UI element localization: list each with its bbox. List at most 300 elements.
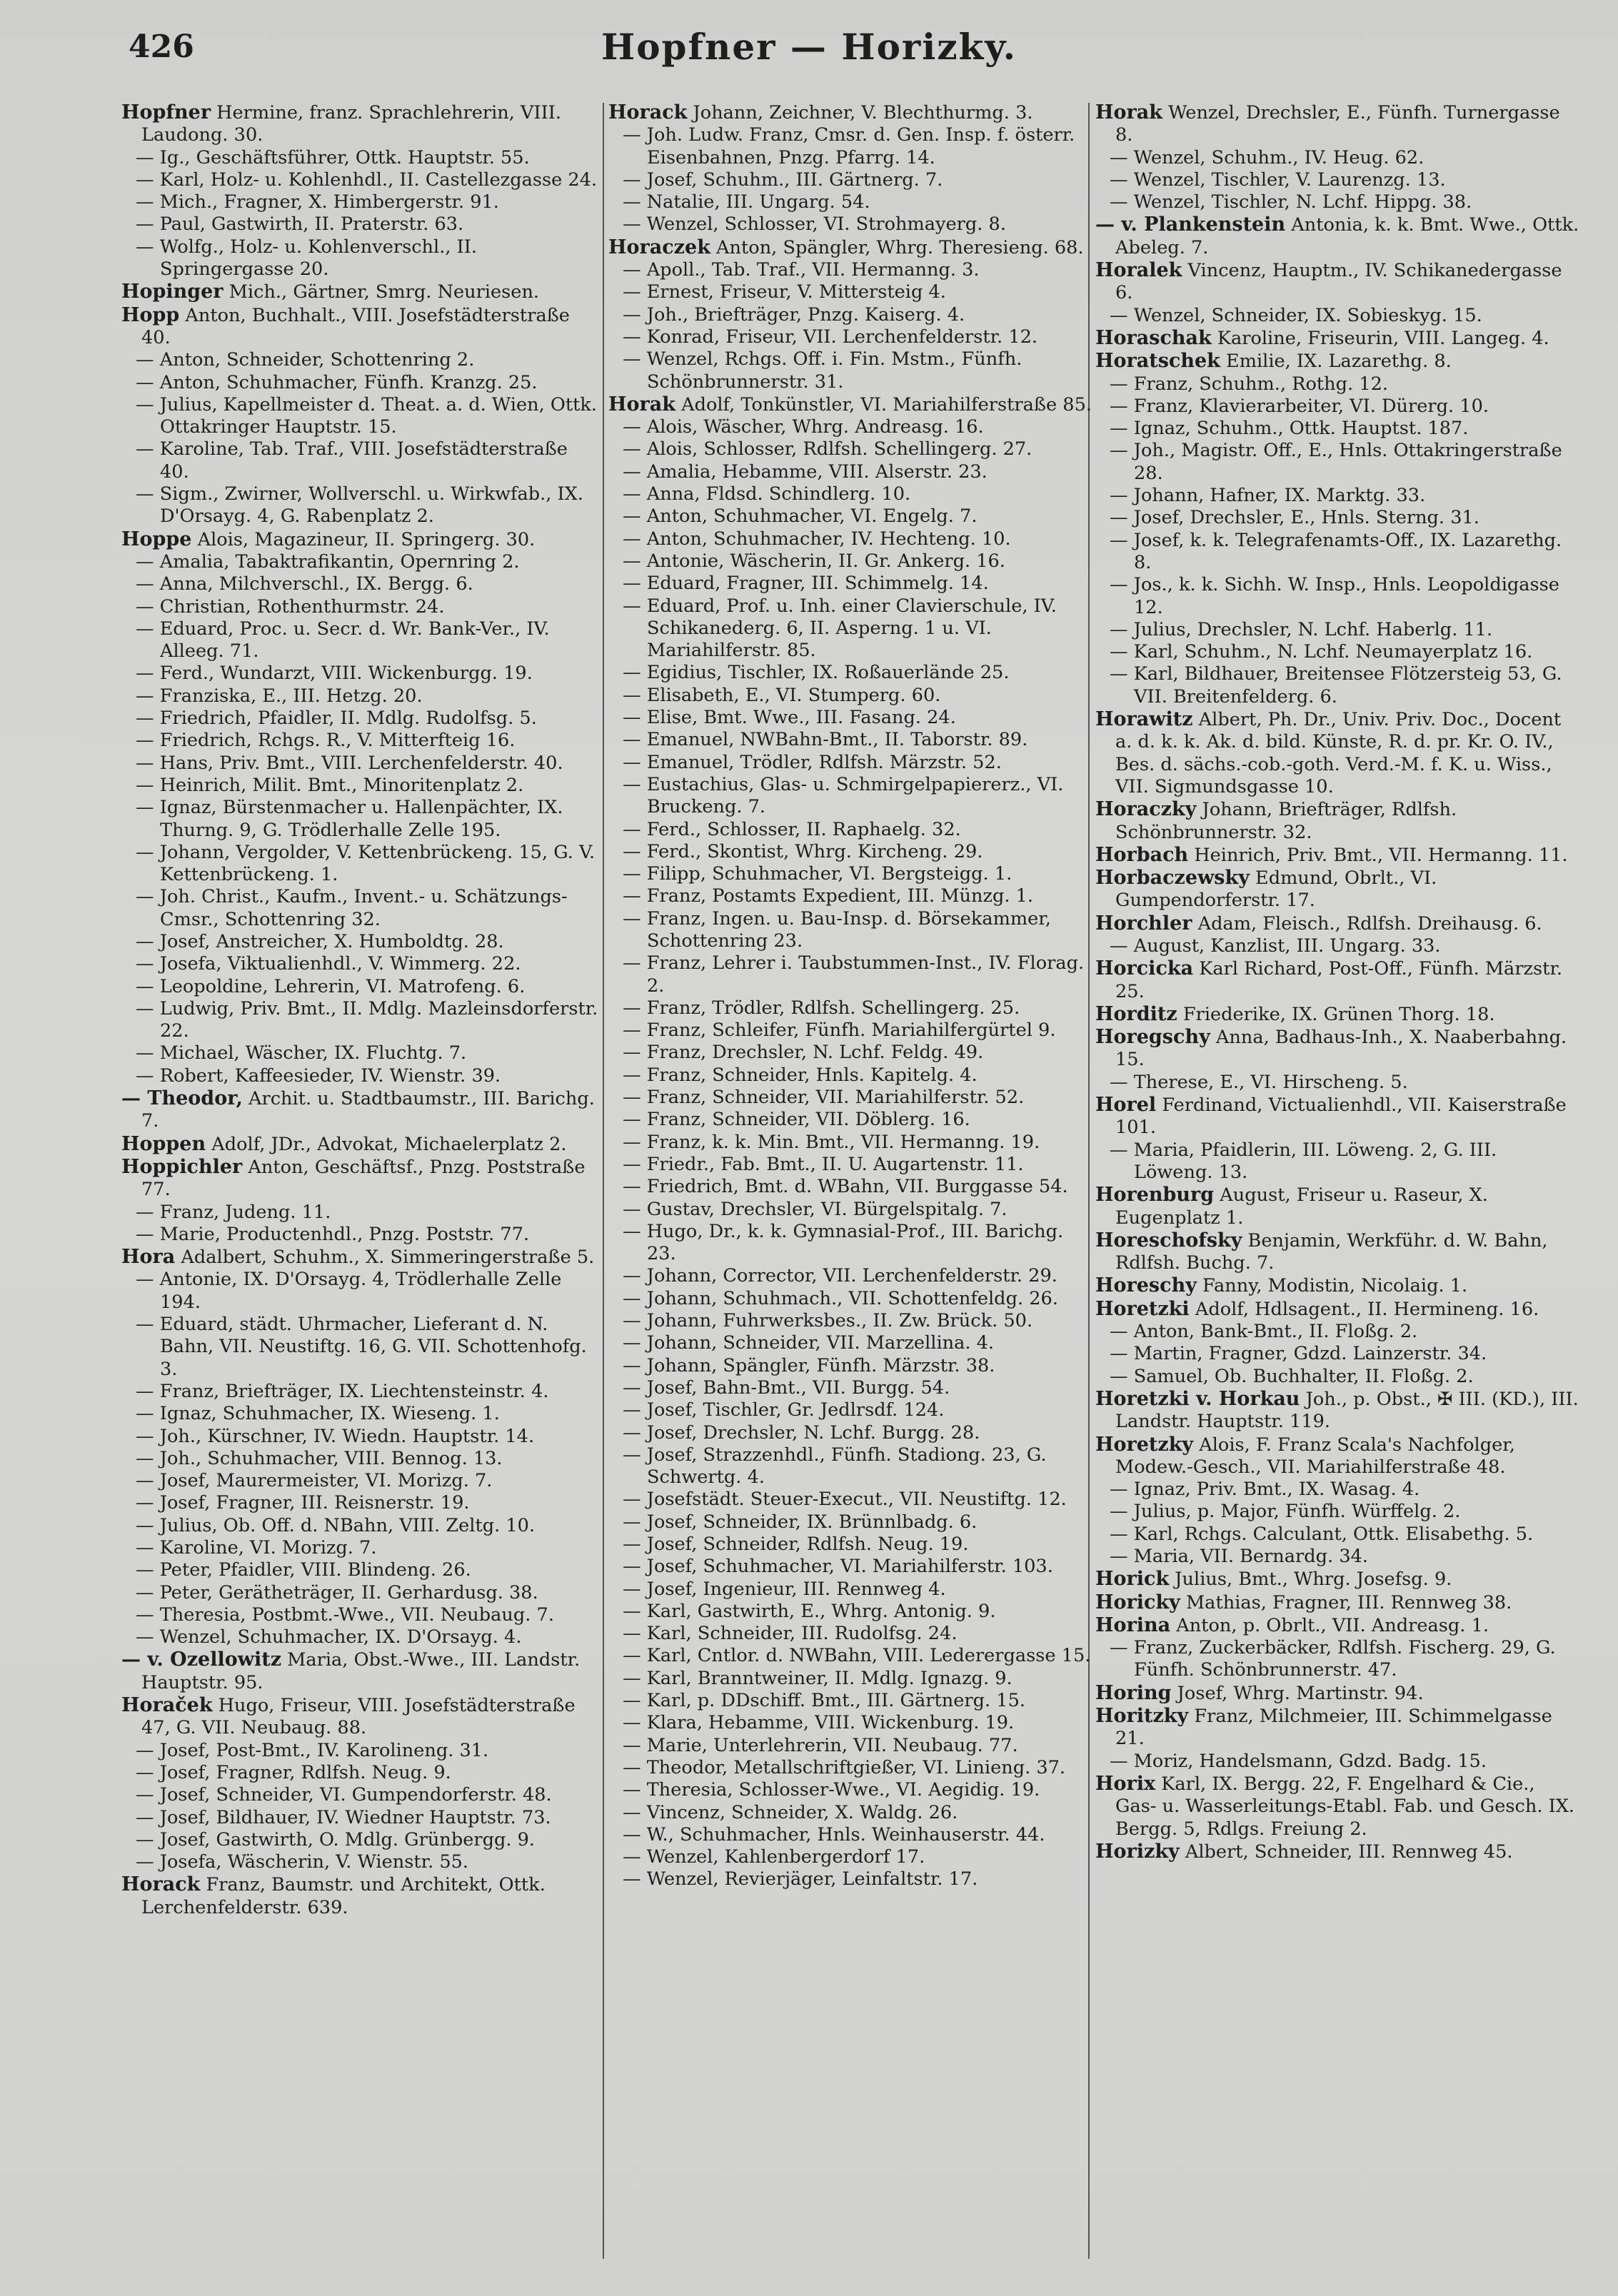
entry-text: — Ernest, Friseur, V. Mittersteig 4.	[623, 281, 946, 303]
directory-entry	[608, 1735, 1094, 1757]
entry-text: — Ignaz, Schuhm., Ottk. Hauptst. 187.	[1110, 418, 1469, 440]
entry-text: August, Friseur u. Raseur, X. Eugenplatz 1.	[1115, 1184, 1488, 1229]
directory-entry	[1095, 1614, 1581, 1637]
directory-entry	[121, 618, 600, 663]
directory-entry	[121, 752, 600, 775]
directory-entry	[121, 775, 600, 797]
entry-bold-name: — Theodor,	[121, 1087, 243, 1110]
directory-entry	[608, 841, 1094, 863]
entry-surname: Horaczek	[608, 236, 710, 258]
directory-entry	[121, 394, 600, 439]
directory-entry	[1095, 147, 1581, 169]
entry-text: — Eduard, städt. Uhrmacher, Lieferant d. N. Bahn, VII. Neustiftg. 16, G. VII. Schottenhofg. 3.	[136, 1314, 587, 1380]
entry-text: Franz, Baumstr. und Architekt, Ottk. Lerchenfelderstr. 639.	[141, 1874, 546, 1918]
directory-entry	[121, 1133, 600, 1156]
entry-text: — Leopoldine, Lehrerin, VI. Matrofeng. 6.	[136, 975, 526, 997]
entry-text: — Gustav, Drechsler, VI. Bürgelspitalg. 7.	[623, 1198, 1008, 1220]
directory-entry	[1095, 1479, 1581, 1501]
directory-entry	[608, 729, 1094, 751]
directory-entry	[121, 281, 600, 303]
running-head: Hopfner — Horizky.	[601, 26, 1017, 68]
entry-surname: Hopfner	[121, 101, 211, 124]
entry-text: — Alois, Schlosser, Rdlfsh. Schellingerg. 27.	[623, 438, 1032, 460]
entry-text: Julius, Bmt., Whrg. Josefsg. 9.	[1169, 1569, 1452, 1591]
entry-text: — Emanuel, Trödler, Rdlfsh. Märzstr. 52.	[623, 751, 1002, 773]
directory-entry	[608, 483, 1094, 505]
directory-entry	[1095, 1705, 1581, 1751]
entry-text: — Marie, Unterlehrerin, VII. Neubaug. 77.	[623, 1734, 1018, 1756]
entry-text: — Mich., Fragner, X. Himbergerstr. 91.	[136, 191, 499, 213]
entry-text: — Karl, Schneider, III. Rudolfsg. 24.	[623, 1623, 958, 1645]
directory-entry	[608, 124, 1094, 169]
directory-entry	[121, 438, 600, 483]
entry-text: — Ludwig, Priv. Bmt., II. Mdlg. Mazleinsdorferstr. 22.	[136, 997, 598, 1042]
directory-entry	[121, 1515, 600, 1537]
entry-text: — Wenzel, Schlosser, VI. Strohmayerg. 8.	[623, 213, 1006, 236]
entry-text: Alois, F. Franz Scala's Nachfolger, Modew.-Gesch., VII. Mariahilferstraße 48.	[1115, 1434, 1515, 1478]
directory-entry	[1095, 396, 1581, 418]
directory-entry	[608, 885, 1094, 907]
entry-text: — Antonie, Wäscherin, II. Gr. Ankerg. 16.	[623, 550, 1005, 572]
directory-entry	[1095, 1026, 1581, 1072]
entry-text: Adolf, JDr., Advokat, Michaelerplatz 2.	[206, 1133, 567, 1155]
entry-text: — Christian, Rothenthurmstr. 24.	[136, 595, 445, 618]
entry-text: — Josef, Fragner, III. Reisnerstr. 19.	[136, 1492, 470, 1514]
entry-surname: Hoppichler	[121, 1155, 243, 1178]
directory-entry	[121, 797, 600, 842]
directory-column-3	[1095, 101, 1581, 1863]
entry-text: — Josef, Anstreicher, X. Humboldtg. 28.	[136, 930, 504, 952]
entry-text: — Anna, Milchverschl., IX. Bergg. 6.	[136, 573, 473, 595]
directory-entry	[1095, 935, 1581, 957]
directory-entry	[1095, 1298, 1581, 1321]
entry-surname: Horetzki	[1095, 1297, 1190, 1320]
entry-text: Hugo, Friseur, VIII. Josefstädterstraße 47, G. VII. Neubaug. 88.	[141, 1695, 576, 1739]
directory-entry	[608, 1601, 1094, 1623]
entry-text: — Anton, Schuhmacher, Fünfh. Kranzg. 25.	[136, 371, 538, 393]
entry-surname: Horack	[121, 1873, 201, 1896]
entry-text: — Klara, Hebamme, VIII. Wickenburg. 19.	[623, 1712, 1015, 1734]
directory-entry	[1095, 957, 1581, 1003]
entry-text: — Josef, Strazzenhdl., Fünfh. Stadiong. 23, G. Schwertg. 4.	[623, 1444, 1047, 1489]
directory-entry	[608, 595, 1094, 663]
directory-entry	[121, 842, 600, 887]
page-number: 426	[129, 29, 194, 65]
directory-entry	[121, 1762, 600, 1784]
entry-text: — Franz, Briefträger, IX. Liechtensteinstr. 4.	[136, 1380, 549, 1402]
entry-surname: Hoppe	[121, 528, 192, 550]
directory-entry	[608, 1399, 1094, 1421]
entry-text: — Samuel, Ob. Buchhalter, II. Floßg. 2.	[1110, 1365, 1474, 1387]
directory-entry	[121, 1648, 600, 1694]
entry-text: Fanny, Modistin, Nicolaig. 1.	[1196, 1275, 1468, 1297]
entry-text: — Egidius, Tischler, IX. Roßauerlände 25.	[623, 662, 1010, 684]
directory-entry	[608, 1868, 1094, 1890]
directory-entry	[121, 551, 600, 573]
directory-entry	[121, 1448, 600, 1470]
directory-entry	[1095, 1184, 1581, 1229]
entry-text: — Theresia, Postbmt.-Wwe., VII. Neubaug. 7.	[136, 1603, 554, 1626]
entry-text: — Karoline, VI. Morizg. 7.	[136, 1537, 377, 1559]
directory-entry	[121, 1740, 600, 1762]
entry-text: Adalbert, Schuhm., X. Simmeringerstraße 5.	[175, 1247, 595, 1269]
entry-text: — Josef, Gastwirth, O. Mdlg. Grünbergg. 9.	[136, 1828, 536, 1851]
directory-entry	[121, 1087, 600, 1133]
directory-entry	[121, 976, 600, 998]
entry-text: Antonia, k. k. Bmt. Wwe., Ottk. Abeleg. 7.	[1115, 214, 1579, 258]
directory-entry	[608, 1556, 1094, 1578]
column-divider	[603, 103, 604, 2259]
entry-text: Karl Richard, Post-Off., Fünfh. Märzstr. 25.	[1115, 958, 1563, 1002]
entry-text: Karl, IX. Bergg. 22, F. Engelhard & Cie., Gas- u. Wasserleitungs-Etabl. Fab. und Gesch. IX. Bergg. 5, Rdlgs. Freiung 2.	[1115, 1773, 1575, 1840]
entry-text: — Eustachius, Glas- u. Schmirgelpapiererz., VI. Bruckeng. 7.	[623, 773, 1064, 818]
directory-entry	[608, 774, 1094, 819]
directory-entry	[1095, 1321, 1581, 1343]
directory-entry	[1095, 912, 1581, 935]
directory-entry	[121, 1403, 600, 1425]
entry-text: — Franz, Schneider, Hnls. Kapitelg. 4.	[623, 1064, 978, 1086]
directory-entry	[121, 1694, 600, 1740]
entry-text: — Josef, Schneider, IX. Brünnlbadg. 6.	[623, 1511, 978, 1533]
entry-text: — Robert, Kaffeesieder, IV. Wienstr. 39.	[136, 1064, 501, 1087]
directory-entry	[1095, 1003, 1581, 1026]
entry-text: Adam, Fleisch., Rdlfsh. Dreihausg. 6.	[1192, 912, 1542, 935]
entry-text: — Wolfg., Holz- u. Kohlenverschl., II. Springergasse 20.	[136, 236, 477, 281]
directory-entry	[121, 304, 600, 350]
entry-text: Mathias, Fragner, III. Rennweg 38.	[1180, 1591, 1512, 1613]
entry-text: — Martin, Fragner, Gdzd. Lainzerstr. 34.	[1110, 1343, 1487, 1365]
entry-text: — W., Schuhmacher, Hnls. Weinhauserstr. 44.	[623, 1823, 1045, 1846]
entry-text: — Ignaz, Schuhmacher, IX. Wieseng. 1.	[136, 1403, 500, 1425]
entry-text: — Julius, Kapellmeister d. Theat. a. d. Wien, Ottk. Ottakringer Hauptstr. 15.	[136, 393, 598, 438]
directory-entry	[608, 1042, 1094, 1064]
directory-entry	[1095, 1637, 1581, 1682]
directory-entry	[1095, 1388, 1581, 1434]
directory-entry	[1095, 327, 1581, 350]
directory-entry	[121, 1202, 600, 1224]
directory-entry	[121, 213, 600, 236]
entry-text: — Jos., k. k. Sichh. W. Insp., Hnls. Leopoldigasse 12.	[1110, 574, 1559, 618]
entry-surname: Horegschy	[1095, 1026, 1210, 1049]
directory-entry	[1095, 1751, 1581, 1773]
entry-text: — Josef, Drechsler, N. Lchf. Burgg. 28.	[623, 1421, 980, 1444]
directory-entry	[608, 707, 1094, 729]
entry-text: — Josef, Post-Bmt., IV. Karolineng. 31.	[136, 1739, 489, 1761]
entry-text: — Josef, k. k. Telegrafenamts-Off., IX. Lazarethg. 8.	[1110, 529, 1562, 573]
directory-entry	[608, 236, 1094, 259]
directory-entry	[1095, 101, 1581, 147]
directory-entry	[608, 1668, 1094, 1690]
entry-text: Edmund, Obrlt., VI. Gumpendorferstr. 17.	[1115, 867, 1437, 912]
entry-text: — Josef, Schneider, Rdlfsh. Neug. 19.	[623, 1534, 969, 1555]
directory-entry	[608, 438, 1094, 460]
entry-text: — Karl, p. DDschiff. Bmt., III. Gärtnerg. 15.	[623, 1690, 1025, 1712]
entry-text: — Anton, Schneider, Schottenring 2.	[136, 349, 475, 371]
directory-entry	[1095, 1274, 1581, 1297]
entry-text: — Joh., Briefträger, Pnzg. Kaiserg. 4.	[623, 303, 965, 326]
directory-entry	[1095, 440, 1581, 485]
directory-entry	[608, 1623, 1094, 1645]
directory-entry	[608, 1377, 1094, 1399]
directory-entry	[1095, 641, 1581, 663]
entry-text: — Franz, Judeng. 11.	[136, 1201, 331, 1223]
directory-entry	[608, 1444, 1094, 1489]
entry-text: — Joh. Christ., Kaufm., Invent.- u. Schätzungs-Cmsr., Schottenring 32.	[136, 886, 568, 930]
directory-entry	[608, 1824, 1094, 1846]
entry-text: — Karl, Cntlor. d. NWBahn, VIII. Lederergasse 15.	[623, 1645, 1091, 1667]
directory-entry	[608, 863, 1094, 885]
directory-entry	[121, 1269, 600, 1314]
entry-text: — Sigm., Zwirner, Wollverschl. u. Wirkwfab., IX. D'Orsayg. 4, G. Rabenplatz 2.	[136, 483, 583, 528]
directory-entry	[608, 101, 1094, 124]
entry-text: — Ferd., Wundarzt, VIII. Wickenburgg. 19.	[136, 663, 533, 685]
entry-text: — Friedrich, Rchgs. R., V. Mitterfteig 16.	[136, 730, 516, 752]
directory-entry	[608, 1757, 1094, 1779]
directory-entry	[121, 528, 600, 551]
entry-text: — Johann, Corrector, VII. Lerchenfelderstr. 29.	[623, 1265, 1057, 1287]
entry-text: — Wenzel, Tischler, V. Laurenzg. 13.	[1110, 168, 1446, 191]
entry-text: — Maria, Pfaidlerin, III. Löweng. 2, G. III. Löweng. 13.	[1110, 1139, 1497, 1183]
entry-text: Joh., p. Obst., ✠ III. (KD.), III. Landstr. Hauptstr. 119.	[1115, 1388, 1579, 1433]
entry-text: Friederike, IX. Grünen Thorg. 18.	[1177, 1003, 1495, 1025]
directory-entry	[608, 1355, 1094, 1377]
directory-entry	[1095, 1229, 1581, 1275]
entry-text: — Josef, Bildhauer, IV. Wiedner Hauptstr. 73.	[136, 1806, 551, 1828]
entry-text: — Karl, Branntweiner, II. Mdlg. Ignazg. 9.	[623, 1667, 1012, 1689]
directory-entry	[608, 573, 1094, 595]
entry-surname: Horaczky	[1095, 798, 1197, 821]
directory-entry	[1095, 798, 1581, 844]
entry-text: — Amalia, Hebamme, VIII. Alserstr. 23.	[623, 460, 988, 483]
entry-text: — Vincenz, Schneider, X. Waldg. 26.	[623, 1801, 958, 1823]
entry-text: Ferdinand, Victualienhdl., VII. Kaiserstraße 101.	[1115, 1094, 1567, 1139]
entry-surname: Horchler	[1095, 912, 1192, 935]
directory-entry	[121, 663, 600, 685]
directory-entry	[1095, 1434, 1581, 1479]
directory-entry	[1095, 1366, 1581, 1388]
directory-entry	[608, 1019, 1094, 1042]
entry-text: — Marie, Productenhdl., Pnzg. Poststr. 77.	[136, 1223, 530, 1245]
directory-column-1	[121, 101, 600, 1919]
directory-entry	[121, 147, 600, 169]
entry-text: — Joh., Schuhmacher, VIII. Bennog. 13.	[136, 1447, 503, 1469]
directory-entry	[608, 1332, 1094, 1354]
entry-text: — Josef, Schneider, VI. Gumpendorferstr. 48.	[136, 1784, 552, 1806]
entry-text: — Karl, Gastwirth, E., Whrg. Antonig. 9.	[623, 1600, 996, 1622]
entry-text: — Anna, Fldsd. Schindlerg. 10.	[623, 483, 911, 505]
entry-text: Franz, Milchmeier, III. Schimmelgasse 21.	[1115, 1706, 1552, 1750]
entry-surname: Horack	[608, 101, 688, 124]
directory-entry	[608, 1712, 1094, 1734]
directory-entry	[121, 1829, 600, 1851]
entry-text: — Alois, Wäscher, Whrg. Andreasg. 16.	[623, 416, 984, 438]
entry-text: — Therese, E., VI. Hirscheng. 5.	[1110, 1071, 1408, 1093]
entry-surname: Horel	[1095, 1094, 1157, 1117]
directory-entry	[608, 416, 1094, 438]
entry-text: — Franz, Schneider, VII. Döblerg. 16.	[623, 1109, 970, 1131]
entry-text: — Josef, Bahn-Bmt., VII. Burgg. 54.	[623, 1376, 950, 1399]
directory-entry	[608, 1132, 1094, 1154]
directory-entry	[121, 708, 600, 730]
entry-surname: Horina	[1095, 1613, 1171, 1636]
entry-bold-name: — v. Plankenstein	[1095, 213, 1286, 236]
directory-entry	[1095, 1568, 1581, 1591]
directory-entry	[608, 1288, 1094, 1310]
directory-entry	[121, 730, 600, 752]
entry-text: — Franz, Ingen. u. Bau-Insp. d. Börsekammer, Schottenring 23.	[623, 907, 1051, 952]
entry-text: — Anton, Bank-Bmt., II. Floßg. 2.	[1110, 1321, 1418, 1343]
entry-surname: Horizky	[1095, 1840, 1180, 1863]
entry-text: Anton, Geschäftsf., Pnzg. Poststraße 77.	[141, 1156, 586, 1201]
directory-entry	[608, 326, 1094, 348]
directory-entry	[1095, 1524, 1581, 1546]
directory-entry	[608, 1109, 1094, 1131]
entry-text: — Amalia, Tabaktrafikantin, Opernring 2.	[136, 550, 520, 573]
entry-text: — Johann, Vergolder, V. Kettenbrückeng. 15, G. V. Kettenbrückeng. 1.	[136, 841, 596, 886]
directory-entry	[121, 1492, 600, 1514]
entry-text: Anna, Badhaus-Inh., X. Naaberbahng. 15.	[1115, 1027, 1567, 1071]
entry-text: — Karl, Schuhm., N. Lchf. Neumayerplatz 16.	[1110, 641, 1533, 663]
entry-text: — Wenzel, Tischler, N. Lchf. Hippg. 38.	[1110, 191, 1472, 213]
directory-entry	[1095, 619, 1581, 641]
directory-entry	[121, 1537, 600, 1559]
directory-entry	[121, 349, 600, 371]
entry-text: Hermine, franz. Sprachlehrerin, VIII. Laudong. 30.	[141, 102, 561, 146]
directory-entry	[121, 953, 600, 975]
entry-text: — Moriz, Handelsmann, Gdzd. Badg. 15.	[1110, 1750, 1487, 1772]
entry-text: — Karoline, Tab. Traf., VIII. Josefstädterstraße 40.	[136, 438, 568, 483]
directory-entry	[1095, 305, 1581, 327]
directory-entry	[121, 1626, 600, 1648]
directory-entry	[1095, 844, 1581, 867]
directory-entry	[1095, 1501, 1581, 1523]
directory-entry	[608, 281, 1094, 303]
directory-entry	[1095, 1591, 1581, 1614]
entry-text: — Karl, Bildhauer, Breitensee Flötzersteig 53, G. VII. Breitenfelderg. 6.	[1110, 663, 1562, 708]
directory-entry	[608, 1802, 1094, 1824]
directory-entry	[1095, 574, 1581, 619]
entry-text: — Josef, Maurermeister, VI. Morizg. 7.	[136, 1470, 493, 1492]
directory-entry	[608, 505, 1094, 528]
entry-text: — Franz, Postamts Expedient, III. Münzg. 1.	[623, 885, 1034, 907]
entry-text: — Joh., Kürschner, IV. Wiedn. Hauptstr. 14.	[136, 1425, 535, 1447]
entry-text: — Wenzel, Schuhm., IV. Heug. 62.	[1110, 146, 1424, 168]
directory-entry	[608, 1511, 1094, 1534]
entry-text: — Franz, k. k. Min. Bmt., VII. Hermanng. 19.	[623, 1131, 1040, 1153]
entry-text: — Julius, p. Major, Fünfh. Würffelg. 2.	[1110, 1501, 1461, 1523]
directory-entry	[1095, 1546, 1581, 1568]
directory-entry	[121, 1604, 600, 1626]
entry-text: Johann, Briefträger, Rdlfsh. Schönbrunnerstr. 32.	[1115, 799, 1457, 843]
directory-entry	[121, 998, 600, 1043]
entry-text: — Anton, Schuhmacher, IV. Hechteng. 10.	[623, 528, 1011, 550]
directory-entry	[1095, 867, 1581, 912]
directory-entry	[121, 1784, 600, 1806]
directory-entry	[1095, 1773, 1581, 1841]
directory-entry	[608, 550, 1094, 573]
directory-entry	[608, 528, 1094, 550]
directory-entry	[608, 1422, 1094, 1444]
entry-text: — Julius, Drechsler, N. Lchf. Haberlg. 11.	[1110, 618, 1493, 640]
entry-text: — Ferd., Skontist, Whrg. Kircheng. 29.	[623, 840, 983, 862]
entry-surname: Horenburg	[1095, 1184, 1215, 1207]
directory-entry	[1095, 1841, 1581, 1863]
entry-text: — Hans, Priv. Bmt., VIII. Lerchenfelderstr. 40.	[136, 752, 563, 774]
directory-entry	[121, 1470, 600, 1492]
directory-entry	[121, 191, 600, 213]
entry-text: — Filipp, Schuhmacher, VI. Bergsteigg. 1.	[623, 863, 1012, 885]
entry-text: — Josef, Schuhmacher, VI. Mariahilferstr. 103.	[623, 1556, 1053, 1578]
entry-surname: Horetzky	[1095, 1433, 1194, 1456]
entry-text: — Franziska, E., III. Hetzg. 20.	[136, 685, 423, 707]
entry-text: — Josef, Schuhm., III. Gärtnerg. 7.	[623, 168, 943, 191]
directory-entry	[121, 1224, 600, 1246]
entry-text: Mich., Gärtner, Smrg. Neuriesen.	[223, 281, 540, 303]
entry-text: — Wenzel, Schneider, IX. Sobieskyg. 15.	[1110, 304, 1482, 326]
entry-text: — Josefa, Viktualienhdl., V. Wimmerg. 22.	[136, 953, 521, 975]
entry-surname: Hopinger	[121, 281, 223, 303]
entry-text: — Joh., Magistr. Off., E., Hnls. Ottakringerstraße 28.	[1110, 440, 1562, 484]
entry-text: Emilie, IX. Lazarethg. 8.	[1220, 351, 1452, 373]
entry-text: — Elise, Bmt. Wwe., III. Fasang. 24.	[623, 707, 956, 729]
directory-entry	[608, 1489, 1094, 1511]
directory-entry	[1095, 1139, 1581, 1184]
directory-entry	[121, 101, 600, 147]
directory-entry	[121, 886, 600, 931]
directory-entry	[608, 908, 1094, 953]
directory-entry	[1095, 485, 1581, 507]
directory-entry	[121, 1042, 600, 1064]
directory-entry	[121, 483, 600, 528]
directory-entry	[1095, 708, 1581, 798]
directory-entry	[608, 1310, 1094, 1332]
entry-surname: Horeschy	[1095, 1274, 1197, 1297]
directory-entry	[608, 819, 1094, 841]
directory-entry	[1095, 373, 1581, 396]
directory-entry	[608, 1199, 1094, 1221]
entry-text: Albert, Schneider, III. Rennweg 45.	[1179, 1841, 1513, 1863]
directory-entry	[121, 1851, 600, 1873]
entry-text: — Emanuel, NWBahn-Bmt., II. Taborstr. 89.	[623, 729, 1028, 751]
entry-text: — Ferd., Schlosser, II. Raphaelg. 32.	[623, 818, 961, 840]
entry-text: — Johann, Fuhrwerksbes., II. Zw. Brück. 50.	[623, 1310, 1033, 1332]
entry-text: Anton, Buchhalt., VIII. Josefstädterstraße 40.	[141, 304, 570, 348]
directory-entry	[121, 169, 600, 191]
entry-text: — Maria, VII. Bernardg. 34.	[1110, 1546, 1369, 1567]
entry-surname: Horcicka	[1095, 957, 1194, 980]
entry-text: Wenzel, Drechsler, E., Fünfh. Turnergasse 8.	[1115, 102, 1560, 146]
entry-surname: Horbaczewsky	[1095, 867, 1250, 890]
directory-entry	[608, 1779, 1094, 1801]
entry-text: — Franz, Zuckerbäcker, Rdlfsh. Fischerg. 29, G. Fünfh. Schönbrunnerstr. 47.	[1110, 1637, 1556, 1681]
entry-text: — Franz, Schneider, VII. Mariahilferstr. 52.	[623, 1087, 1025, 1109]
entry-text: — Friedrich, Pfaidler, II. Mdlg. Rudolfsg. 5.	[136, 708, 537, 730]
directory-entry	[608, 169, 1094, 191]
entry-text: Anton, Spängler, Whrg. Theresieng. 68.	[710, 236, 1084, 258]
entry-text: — Ignaz, Priv. Bmt., IX. Wasag. 4.	[1110, 1479, 1420, 1501]
directory-entry	[1095, 663, 1581, 708]
entry-text: — Elisabeth, E., VI. Stumperg. 60.	[623, 684, 941, 706]
directory-entry	[121, 1065, 600, 1087]
directory-entry	[1095, 1682, 1581, 1705]
entry-text: Adolf, Hdlsagent., II. Hermineng. 16.	[1189, 1298, 1539, 1320]
entry-surname: Horatschek	[1095, 350, 1220, 373]
entry-text: Anton, p. Obrlt., VII. Andreasg. 1.	[1170, 1614, 1489, 1636]
directory-entry	[1095, 350, 1581, 373]
entry-text: Benjamin, Werkführ. d. W. Bahn, Rdlfsh. Buchg. 7.	[1115, 1229, 1548, 1274]
directory-entry	[608, 952, 1094, 997]
directory-entry	[608, 1690, 1094, 1712]
